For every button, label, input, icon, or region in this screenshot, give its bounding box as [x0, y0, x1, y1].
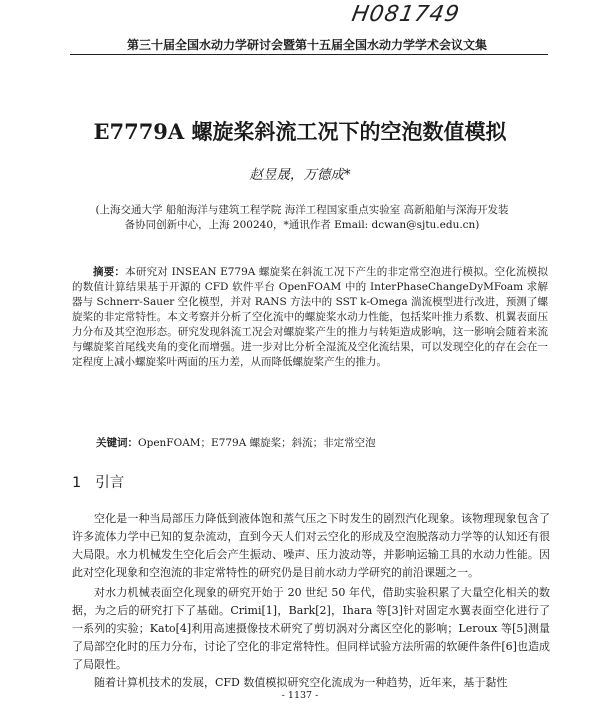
- page-number: - 1137 -: [281, 690, 319, 701]
- paper-title: E7779A 螺旋桨斜流工况下的空泡数值模拟: [93, 119, 507, 144]
- abstract-text: 本研究对 INSEAN E779A 螺旋桨在斜流工况下产生的非定常空泡进行模拟。空化流模拟的数值计算结果基于开源的 CFD 软件平台 OpenFOAM 中的 InterPhaseChangeDyMFoam 求解器与 Schnerr-Sauer 空化模型，并对 RANS 方法中的 SST k-Omega 湍流模型进行改进，预测了螺旋桨的非定常特性。本文考察并分析了空化流中的螺旋桨水动力性能，包括桨叶推力系数、机翼表面压力分布及其空泡形态。研究发现斜流工况会对螺旋桨产生的推力与转矩造成影响，这一影响会随着来流与螺旋桨首尾线夹角的变化而增强。进一步对比分析全湿流及空化流结果，可以发现空化的存在会在一定程度上减小螺旋桨叶两面的压力差，从而降低螺旋桨产生的推力。: [72, 266, 549, 368]
- author-affiliation: (上海交通大学 船舶海洋与建筑工程学院 海洋工程国家重点实验室 高新船舶与深海开发装备协同创新中心，上海 200240，*通讯作者 Email: dcwan@sjtu.edu.cn): [95, 204, 509, 231]
- body-paragraph: 空化是一种当局部压力降低到液体饱和蒸气压之下时发生的剧烈汽化现象。该物理现象包含了许多流体力学中已知的复杂流动，直到今天人们对云空化的形成及空泡脱落动力学等的认知还有很大局限。水力机械发生空化后会产生振动、噪声、压力波动等，并影响运输工具的水动力性能。因此对空化现象和空泡流的非定常特性的研究仍是目前水动力学研究的前沿课题之一。: [72, 512, 550, 579]
- section-number: 1: [72, 475, 82, 491]
- abstract: [72, 265, 548, 370]
- section-title: 引言: [95, 475, 125, 491]
- abstract-label: 摘要：: [93, 266, 126, 278]
- body-paragraph: 对水力机械表面空化现象的研究开始于 20 世纪 50 年代，借助实验积累了大量空化相关的数据，为之后的研究打下了基础。Crimi[1]，Bark[2]，Ihara 等[3]针对固定水翼表面空化进行了一系列的实验；Kato[4]利用高速摄像技术研究了剪切涡对分离区空化的影响；Leroux 等[5]测量了局部空化时的压力分布，讨论了空化的非定常特性。但同样试验方法所需的软硬件条件[6]也造成了局限性。: [72, 586, 550, 671]
- header-divider: [70, 54, 548, 55]
- paper-authors: 赵昱晟，万德成*: [249, 167, 351, 183]
- section-heading: [72, 471, 124, 492]
- keywords-text: OpenFOAM；E779A 螺旋桨；斜流；非定常空泡: [138, 437, 376, 449]
- body-paragraph: 随着计算机技术的发展，CFD 数值模拟研究空化流成为一种趋势，近年来，基于黏性: [94, 676, 508, 689]
- handwritten-accession-number: H081749: [349, 2, 462, 27]
- keywords-label: 关键词：: [96, 437, 138, 449]
- keywords: [96, 435, 546, 450]
- running-header: 第三十届全国水动力学研讨会暨第十五届全国水动力学学术会议文集: [126, 38, 487, 52]
